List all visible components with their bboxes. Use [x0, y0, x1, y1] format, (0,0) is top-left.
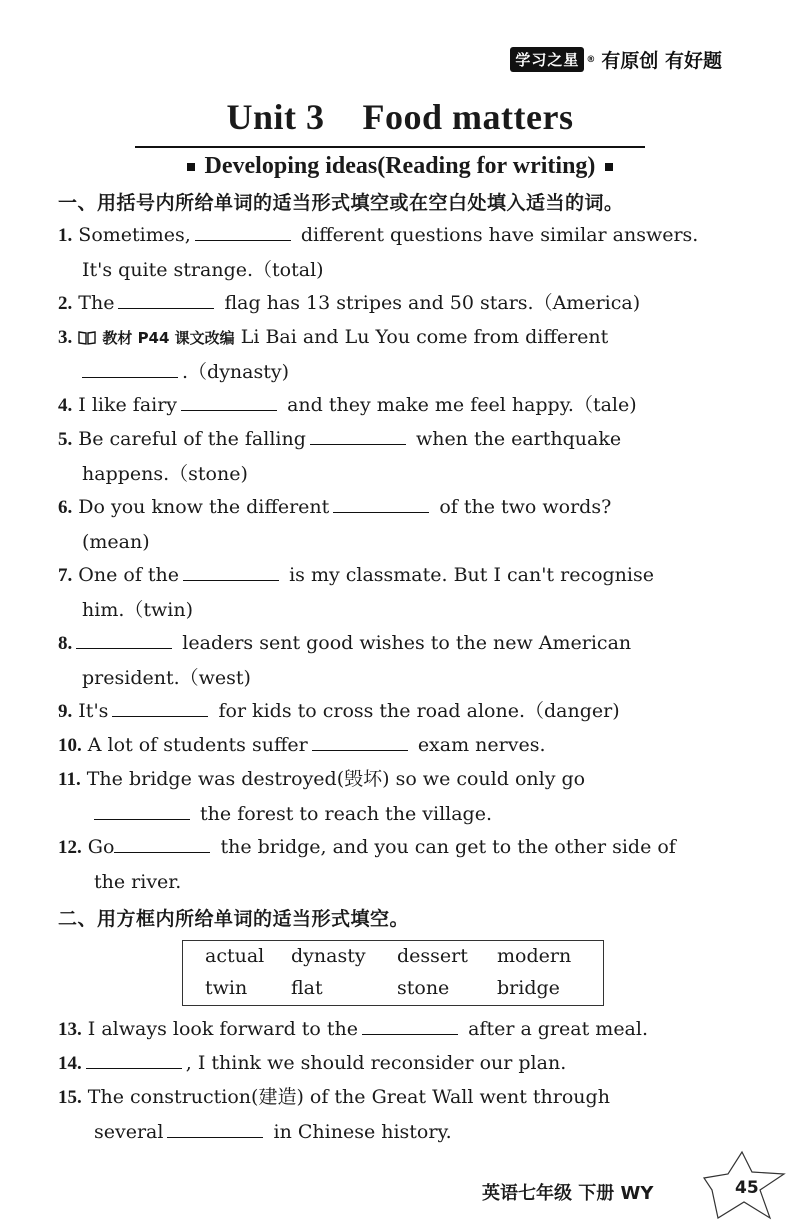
brand-slogan: 有原创 有好题 — [601, 50, 722, 72]
brand-logo: 学习之星 — [510, 47, 584, 72]
answer-blank[interactable] — [181, 388, 277, 411]
page-title: Unit 3 Food matters — [226, 97, 574, 137]
answer-blank[interactable] — [362, 1012, 458, 1035]
question-4: 4. I like fairy and they make me feel happy.（tale) — [58, 388, 724, 423]
question-14: 14. , I think we should reconsider our plan. — [58, 1046, 724, 1081]
question-8: 8. leaders sent good wishes to the new American president.（west) — [58, 626, 724, 695]
word-option: twin — [205, 977, 248, 999]
word-option: dessert — [397, 945, 468, 967]
book-icon — [78, 331, 96, 345]
question-5: 5. Be careful of the falling when the earthquake happens.（stone) — [58, 422, 724, 491]
word-option: bridge — [497, 977, 560, 999]
page-number: 45 — [735, 1178, 759, 1198]
word-option: modern — [497, 945, 572, 967]
footer-book-label: 英语七年级 下册 WY — [482, 1183, 654, 1204]
question-10: 10. A lot of students suffer exam nerves. — [58, 728, 724, 763]
answer-blank[interactable] — [114, 830, 210, 853]
section-heading-1: 一、用括号内所给单词的适当形式填空或在空白处填入适当的词。 — [58, 192, 624, 214]
word-option: stone — [397, 977, 450, 999]
word-option: dynasty — [291, 945, 366, 967]
question-12: 12. Go the bridge, and you can get to the other side of the river. — [58, 830, 724, 899]
answer-blank[interactable] — [112, 694, 208, 717]
question-15: 15. The construction(建造) of the Great Wall went through several in Chinese history. — [58, 1086, 610, 1143]
question-3: 3. 教材 P44 课文改编 Li Bai and Lu You come from different .（dynasty) — [58, 326, 609, 383]
question-1: 1. Sometimes, different questions have similar answers. It's quite strange.（total) — [58, 218, 724, 287]
question-2: 2. The flag has 13 stripes and 50 stars.（America) — [58, 286, 724, 321]
answer-blank[interactable] — [76, 626, 172, 649]
answer-blank[interactable] — [86, 1046, 182, 1069]
answer-blank[interactable] — [167, 1115, 263, 1138]
answer-blank[interactable] — [94, 797, 190, 820]
header-brand — [510, 46, 722, 73]
answer-blank[interactable] — [333, 490, 429, 513]
question-6: 6. Do you know the different of the two words? (mean) — [58, 490, 724, 559]
title-underline — [135, 146, 645, 148]
answer-blank[interactable] — [183, 558, 279, 581]
bullet-icon — [187, 163, 195, 171]
question-7: 7. One of the is my classmate. But I can't recognise him.（twin) — [58, 558, 724, 627]
word-option: flat — [291, 977, 323, 999]
question-13: 13. I always look forward to the after a great meal. — [58, 1012, 724, 1047]
textbook-tag: 教材 P44 课文改编 — [102, 329, 235, 347]
page-subtitle: Developing ideas(Reading for writing) — [0, 153, 800, 180]
question-11: 11. The bridge was destroyed(毁坏) so we could only go the forest to reach the village. — [58, 768, 586, 825]
word-box — [182, 940, 604, 1006]
answer-blank[interactable] — [82, 355, 178, 378]
section-heading-2: 二、用方框内所给单词的适当形式填空。 — [58, 908, 410, 930]
answer-blank[interactable] — [118, 286, 214, 309]
word-option: actual — [205, 945, 265, 967]
bullet-icon — [605, 163, 613, 171]
question-9: 9. It's for kids to cross the road alone.（danger) — [58, 694, 724, 729]
registered-mark: ® — [586, 54, 596, 65]
answer-blank[interactable] — [310, 422, 406, 445]
answer-blank[interactable] — [195, 218, 291, 241]
answer-blank[interactable] — [312, 728, 408, 751]
